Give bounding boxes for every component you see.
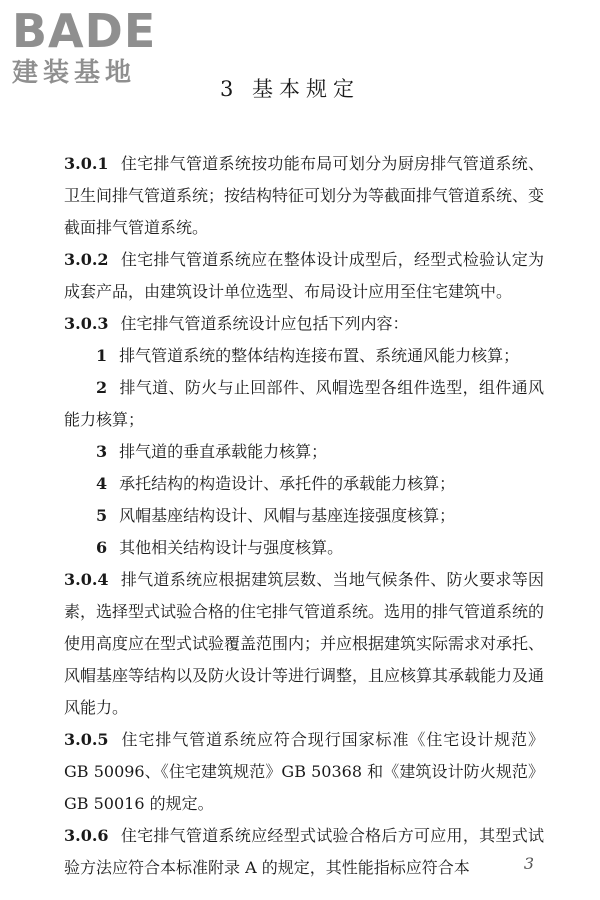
logo-wordmark: BADE — [12, 4, 157, 58]
clause-3-0-1 — [64, 148, 544, 244]
clause-text: 住宅排气管道系统应符合现行国家标准《住宅设计规范》GB 50096、《住宅建筑规范》GB 50368 和《建筑设计防火规范》GB 50016 的规定。 — [64, 730, 544, 813]
item-number: 4 — [96, 474, 108, 493]
item-number: 3 — [96, 442, 108, 461]
page-number: 3 — [523, 854, 534, 873]
bade-logo — [12, 6, 182, 88]
clause-number: 3.0.3 — [64, 314, 109, 333]
clause-3-0-4 — [64, 564, 544, 724]
clause-3-0-2 — [64, 244, 544, 308]
list-item — [64, 436, 544, 468]
clause-number: 3.0.6 — [64, 826, 109, 845]
clause-number: 3.0.4 — [64, 570, 109, 589]
list-item — [64, 340, 544, 372]
document-body — [64, 148, 544, 884]
clause-3-0-6 — [64, 820, 544, 884]
clause-text: 住宅排气管道系统应在整体设计成型后，经型式检验认定为成套产品，由建筑设计单位选型、布局设计应用至住宅建筑中。 — [64, 250, 544, 301]
clause-text: 住宅排气管道系统应经型式试验合格后方可应用，其型式试验方法应符合本标准附录 A 的规定，其性能指标应符合本 — [64, 826, 544, 877]
clause-3-0-5 — [64, 724, 544, 820]
item-text: 承托结构的构造设计、承托件的承载能力核算； — [119, 474, 456, 493]
list-item — [64, 532, 544, 564]
clause-number: 3.0.2 — [64, 250, 109, 269]
list-item — [64, 468, 544, 500]
item-number: 6 — [96, 538, 108, 557]
logo-subtitle: 建装基地 — [12, 58, 137, 88]
clause-text: 住宅排气管道系统设计应包括下列内容： — [120, 314, 409, 333]
list-item — [64, 500, 544, 532]
item-text: 其他相关结构设计与强度核算。 — [119, 538, 344, 557]
clause-text: 排气道系统应根据建筑层数、当地气候条件、防火要求等因素，选择型式试验合格的住宅排气管道系统。选用的排气管道系统的使用高度应在型式试验覆盖范围内；并应根据建筑实际需求对承托、风帽基座等结构以及防火设计等进行调整，且应核算其承载能力及通风能力。 — [64, 570, 545, 717]
clause-3-0-3 — [64, 308, 544, 340]
clause-number: 3.0.5 — [64, 730, 109, 749]
item-number: 1 — [96, 346, 108, 365]
clause-number: 3.0.1 — [64, 154, 109, 173]
item-number: 2 — [96, 378, 108, 397]
item-number: 5 — [96, 506, 108, 525]
item-text: 风帽基座结构设计、风帽与基座连接强度核算； — [119, 506, 456, 525]
item-text: 排气道、防火与止回部件、风帽选型各组件选型，组件通风能力核算； — [64, 378, 544, 429]
list-item — [64, 372, 544, 436]
clause-text: 住宅排气管道系统按功能布局可划分为厨房排气管道系统、卫生间排气管道系统；按结构特征可划分为等截面排气管道系统、变截面排气管道系统。 — [64, 154, 545, 237]
chapter-title: 3 基本规定 — [220, 77, 361, 101]
item-text: 排气管道系统的整体结构连接布置、系统通风能力核算； — [119, 346, 520, 365]
item-text: 排气道的垂直承载能力核算； — [119, 442, 328, 461]
